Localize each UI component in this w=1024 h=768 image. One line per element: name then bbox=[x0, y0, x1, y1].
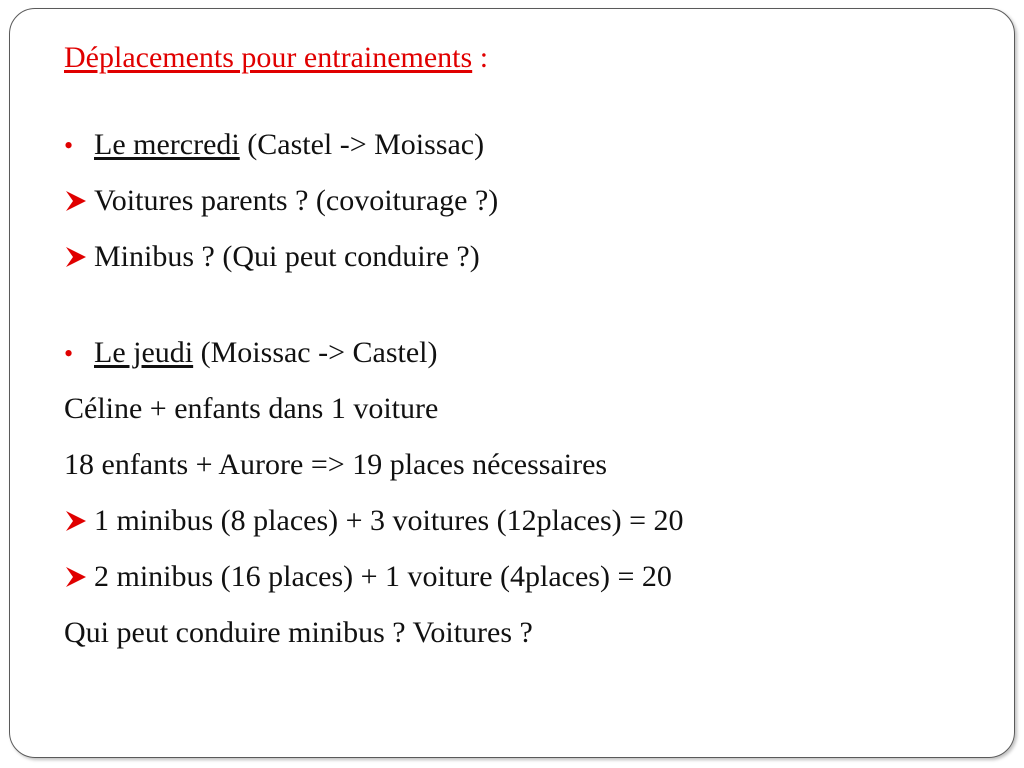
day-label: Le mercredi bbox=[94, 128, 240, 161]
line-text: 1 minibus (8 places) + 3 voitures (12places) = 20 bbox=[94, 504, 684, 537]
line-enfants-aurore bbox=[64, 445, 607, 485]
title-text: Déplacements pour entrainements bbox=[64, 41, 473, 74]
route-text: (Castel -> Moissac) bbox=[239, 128, 485, 161]
line-option-1 bbox=[64, 501, 684, 541]
line-text: 2 minibus (16 places) + 1 voiture (4places) = 20 bbox=[94, 560, 672, 593]
line-voitures-parents bbox=[64, 181, 498, 221]
line-text: Minibus ? (Qui peut conduire ?) bbox=[94, 240, 480, 273]
route-text: (Moissac -> Castel) bbox=[193, 336, 438, 369]
line-thursday bbox=[64, 333, 438, 374]
dot-bullet-icon: • bbox=[64, 339, 74, 368]
line-minibus bbox=[64, 237, 480, 277]
arrow-bullet-icon bbox=[64, 501, 94, 541]
line-text: 18 enfants + Aurore => 19 places nécessaires bbox=[64, 448, 608, 481]
line-wednesday bbox=[64, 125, 484, 166]
arrow-bullet-icon bbox=[64, 557, 94, 597]
line-text: Voitures parents ? (covoiturage ?) bbox=[94, 184, 499, 217]
line-option-2 bbox=[64, 557, 672, 597]
line-celine bbox=[64, 389, 438, 429]
arrow-bullet-icon bbox=[64, 237, 94, 277]
line-text: Céline + enfants dans 1 voiture bbox=[64, 392, 439, 425]
slide-title bbox=[64, 38, 488, 78]
dot-bullet-icon: • bbox=[64, 131, 74, 160]
line-question bbox=[64, 613, 533, 653]
arrow-bullet-icon bbox=[64, 181, 94, 221]
line-text: Qui peut conduire minibus ? Voitures ? bbox=[64, 616, 533, 649]
day-label: Le jeudi bbox=[94, 336, 194, 369]
title-colon: : bbox=[472, 41, 489, 74]
